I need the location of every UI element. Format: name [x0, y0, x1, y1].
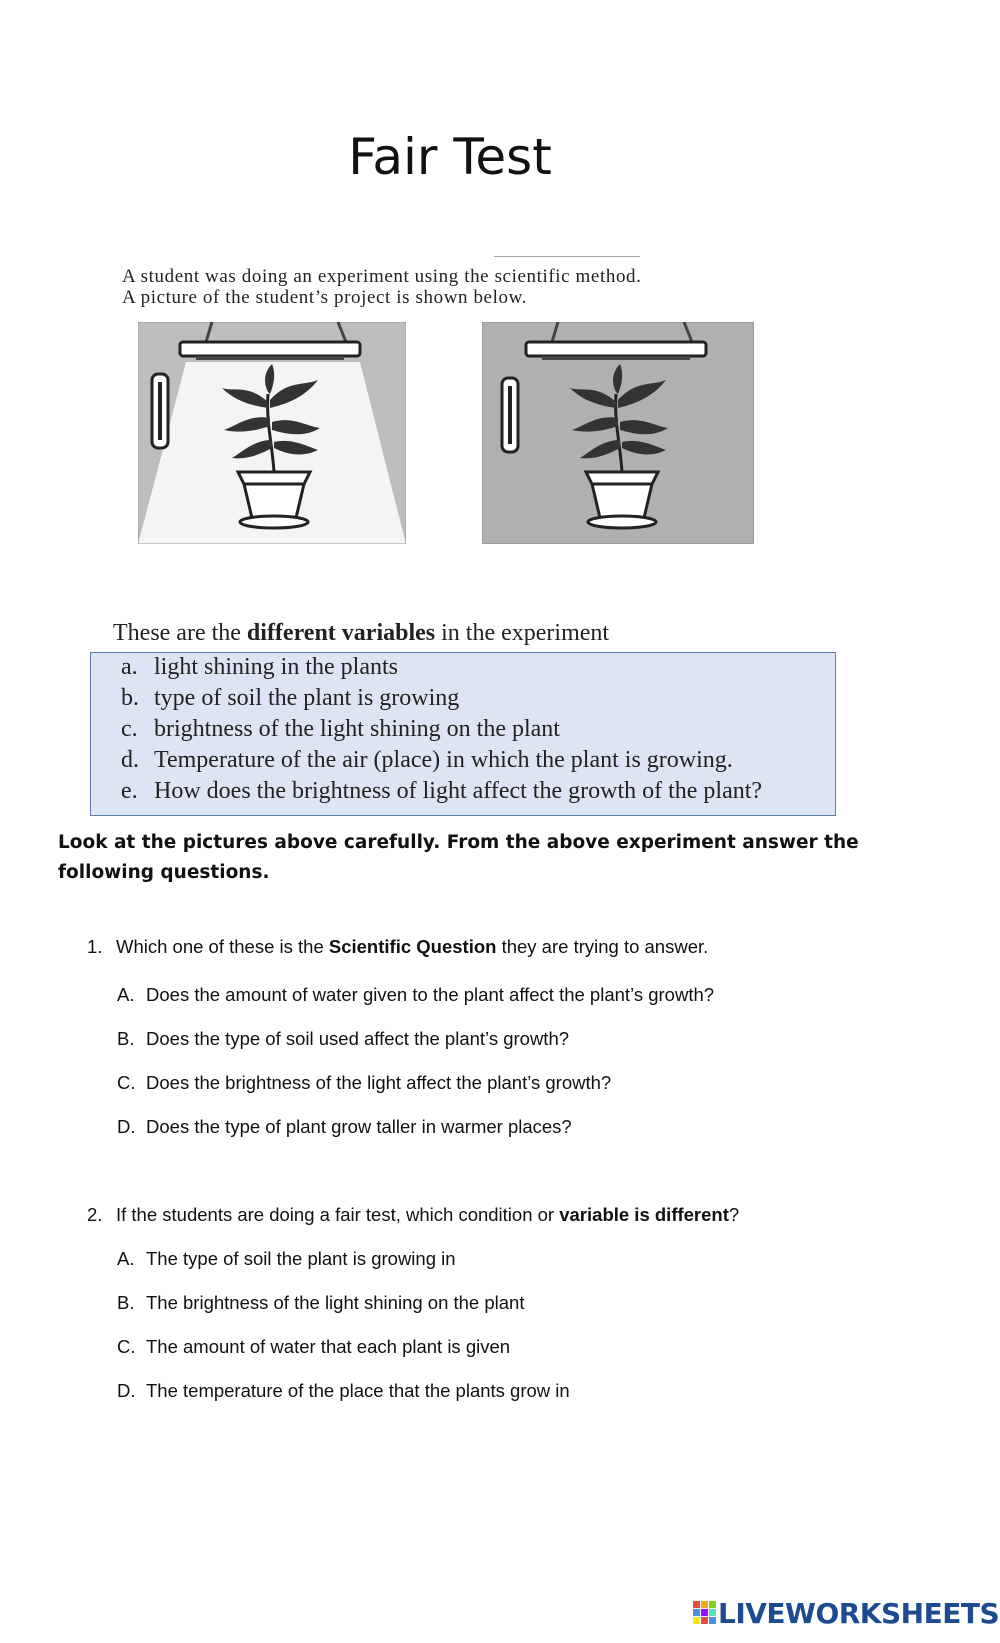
variable-item-c: c. brightness of the light shining on the plant	[121, 716, 560, 742]
variables-box	[90, 652, 836, 816]
variable-item-a: a. light shining in the plants	[121, 654, 398, 680]
instruction-text: Look at the pictures above carefully. From the above experiment answer the following questions.	[58, 832, 859, 883]
variables-heading: These are the different variables in the experiment	[113, 620, 610, 646]
question-2-option-d[interactable]: D. The temperature of the place that the plants grow in	[117, 1380, 570, 1401]
variable-item-e: e. How does the brightness of light affect the growth of the plant?	[121, 778, 763, 804]
brand-grid-icon	[692, 1599, 718, 1627]
question-1-option-c[interactable]: C. Does the brightness of the light affect the plant’s growth?	[117, 1072, 612, 1093]
question-2-option-c[interactable]: C. The amount of water that each plant is given	[117, 1336, 511, 1357]
question-1-option-a[interactable]: A. Does the amount of water given to the plant affect the plant’s growth?	[117, 984, 715, 1005]
variable-item-d: d. Temperature of the air (place) in which the plant is growing.	[121, 747, 733, 773]
question-2: 2. If the students are doing a fair test, which condition or variable is different?	[87, 1204, 740, 1225]
question-1-option-b[interactable]: B. Does the type of soil used affect the plant’s growth?	[117, 1028, 570, 1049]
question-2-option-a[interactable]: A. The type of soil the plant is growing in	[117, 1248, 456, 1269]
intro-line-1: A student was doing an experiment using the scientific method.	[122, 266, 642, 287]
question-2-option-b[interactable]: B. The brightness of the light shining on the plant	[117, 1292, 525, 1313]
intro-line-2: A picture of the student’s project is shown below.	[122, 287, 528, 308]
title-underline	[494, 256, 640, 257]
brand-logo	[692, 1596, 999, 1630]
page-title: Fair Test	[348, 128, 552, 186]
experiment-picture-bright	[482, 322, 754, 544]
variable-item-b: b. type of soil the plant is growing	[121, 685, 460, 711]
question-1: 1. Which one of these is the Scientific Question they are trying to answer.	[87, 936, 709, 957]
experiment-picture-dim	[138, 322, 406, 544]
question-1-option-d[interactable]: D. Does the type of plant grow taller in warmer places?	[117, 1116, 572, 1137]
brand-name: LIVEWORKSHEETS	[718, 1596, 1000, 1630]
